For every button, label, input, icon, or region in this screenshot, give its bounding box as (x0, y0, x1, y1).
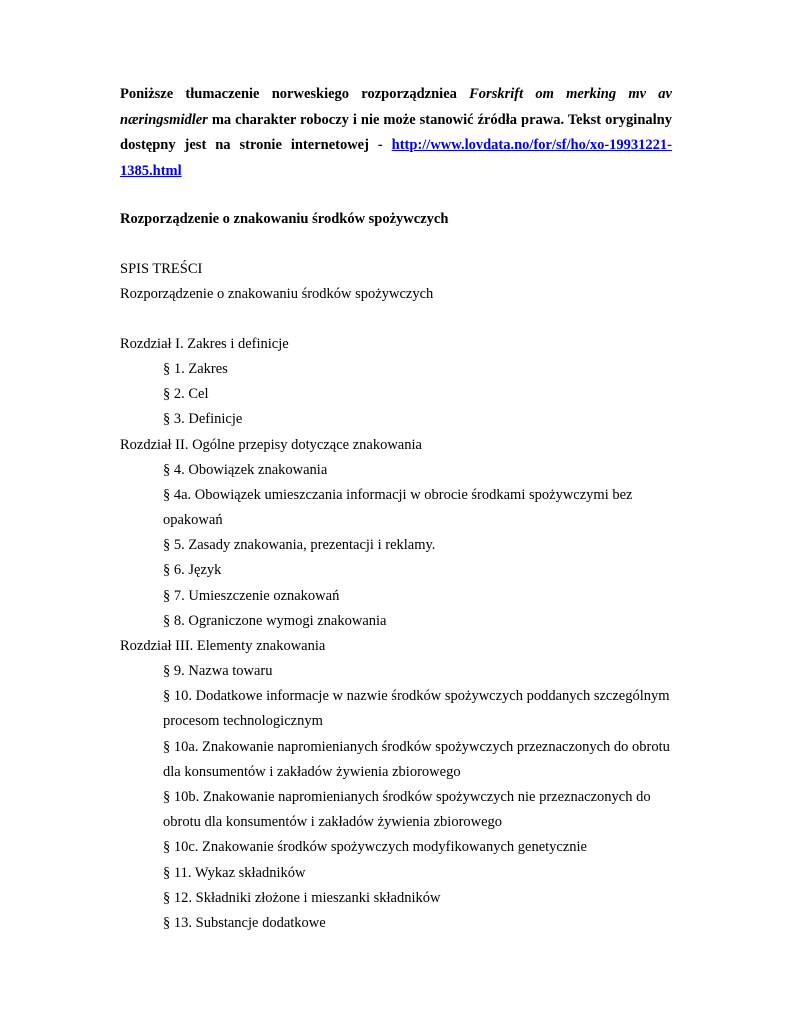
toc-heading: SPIS TREŚCI (120, 261, 203, 277)
toc-section-item: § 6. Język (163, 562, 222, 579)
toc-section-item: § 9. Nazwa towaru (163, 663, 273, 680)
original-regulation-title: Forskrift om merking mv av næringsmidler (120, 86, 672, 128)
toc-section-item: § 10a. Znakowanie napromienianych środków spożywczych przeznaczonych do obrotu dla konsumentów i zakładów żywienia zbiorowego (163, 738, 670, 780)
toc-section-item: § 7. Umieszczenie oznakowań (163, 587, 340, 604)
toc-chapter (120, 433, 672, 634)
chapter-sections (120, 458, 672, 634)
toc-section-item: § 2. Cel (163, 386, 209, 403)
translation-notice (120, 82, 672, 184)
toc-section-item: § 10. Dodatkowe informacje w nazwie środków spożywczych poddanych szczególnym procesom technologicznym (163, 688, 670, 730)
chapter-sections (120, 659, 672, 936)
toc-section-item: § 8. Ograniczone wymogi znakowania (163, 612, 387, 629)
toc-section-item: § 4. Obowiązek znakowania (163, 461, 328, 478)
document-page (120, 82, 672, 936)
toc-chapter (120, 634, 672, 936)
table-of-contents (120, 332, 672, 936)
notice-text-start: Poniższe tłumaczenie norweskiego rozporządzniea (120, 86, 470, 102)
toc-section-item: § 5. Zasady znakowania, prezentacji i reklamy. (163, 537, 436, 554)
toc-section-item: § 12. Składniki złożone i mieszanki składników (163, 889, 441, 906)
toc-section-item: § 11. Wykaz składników (163, 864, 306, 881)
toc-section-item: § 10c. Znakowanie środków spożywczych modyfikowanych genetycznie (163, 839, 587, 856)
toc-section-item: § 4a. Obowiązek umieszczania informacji w obrocie środkami spożywczymi bez opakowań (163, 486, 633, 529)
toc-section-item: § 10b. Znakowanie napromienianych środków spożywczych nie przeznaczonych do obrotu dla konsumentów i zakładów żywienia zbiorowego (163, 789, 651, 831)
chapter-title: Rozdział I. Zakres i definicje (120, 336, 289, 352)
document-title: Rozporządzenie o znakowaniu środków spożywczych (120, 211, 449, 227)
toc-chapter (120, 332, 672, 433)
toc-section-item: § 13. Substancje dodatkowe (163, 915, 326, 932)
original-text-link[interactable]: http://www.lovdata.no/for/sf/ho/xo-19931221-1385.html (120, 137, 672, 179)
toc-section-item: § 1. Zakres (163, 361, 228, 377)
chapter-sections (120, 357, 672, 433)
toc-section-item: § 3. Definicje (163, 411, 243, 428)
toc-subtitle: Rozporządzenie o znakowaniu środków spożywczych (120, 286, 434, 302)
chapter-title: Rozdział II. Ogólne przepisy dotyczące znakowania (120, 436, 422, 453)
chapter-title: Rozdział III. Elementy znakowania (120, 638, 326, 655)
notice-text-middle: ma charakter roboczy i nie może stanowić źródła prawa. Tekst oryginalny dostępny jest na stronie internetowej - (120, 111, 672, 153)
